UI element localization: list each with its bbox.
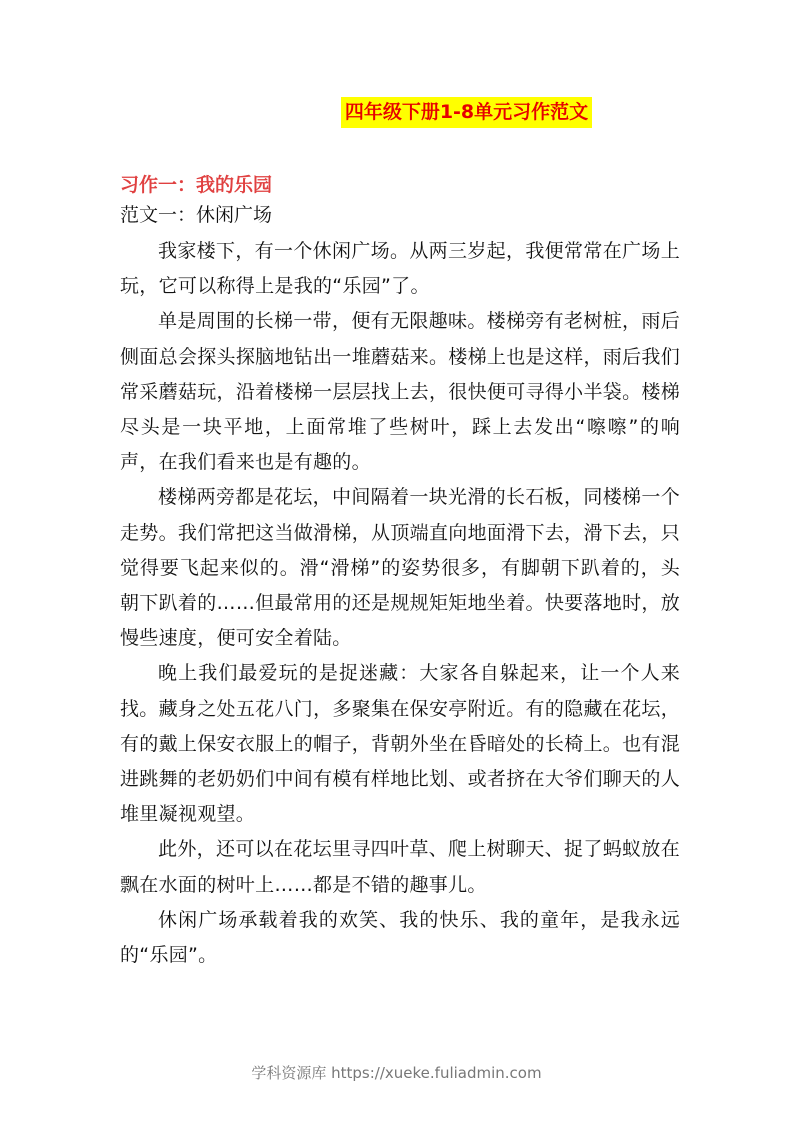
document-title: 四年级下册1-8单元习作范文: [341, 97, 592, 128]
section-heading: 习作一：我的乐园: [120, 174, 273, 196]
title-wrapper: [0, 97, 793, 128]
paragraph-3: 楼梯两旁都是花坛，中间隔着一块光滑的长石板，同楼梯一个走势。我们常把这当做滑梯，从顶端直向地面滑下去，滑下去，只觉得要飞起来似的。滑“滑梯”的姿势很多，有脚朝下趴着的，头朝下趴着的……但最常用的还是规规矩矩地坐着。快要落地时，放慢些速度，便可安全着陆。: [120, 486, 680, 650]
paragraph-4: 晚上我们最爱玩的是捉迷藏：大家各自躲起来，让一个人来找。藏身之处五花八门，多聚集在保安亭附近。有的隐藏在花坛，有的戴上保安衣服上的帽子，背朝外坐在昏暗处的长椅上。也有混进跳舞的老奶奶们中间有模有样地比划、或者挤在大爷们聊天的人堆里凝视观望。: [120, 662, 680, 826]
essay-subheading: 范文一：休闲广场: [120, 204, 273, 226]
paragraph-2: 单是周围的长梯一带，便有无限趣味。楼梯旁有老树桩，雨后侧面总会探头探脑地钻出一堆蘑菇来。楼梯上也是这样，雨后我们常采蘑菇玩，沿着楼梯一层层找上去，很快便可寻得小半袋。楼梯尽头是一块平地，上面常堆了些树叶，踩上去发出“嚓嚓”的响声，在我们看来也是有趣的。: [120, 310, 680, 474]
paragraph-1: 我家楼下，有一个休闲广场。从两三岁起，我便常常在广场上玩，它可以称得上是我的“乐园”了。: [120, 240, 680, 298]
paragraph-5: 此外，还可以在花坛里寻四叶草、爬上树聊天、捉了蚂蚁放在飘在水面的树叶上……都是不错的趣事儿。: [120, 838, 680, 896]
paragraph-6: 休闲广场承载着我的欢笑、我的快乐、我的童年，是我永远的“乐园”。: [120, 908, 680, 967]
footer-source-link[interactable]: 学科资源库 https://xueke.fuliadmin.com: [251, 1064, 542, 1082]
document-body: [120, 170, 680, 973]
